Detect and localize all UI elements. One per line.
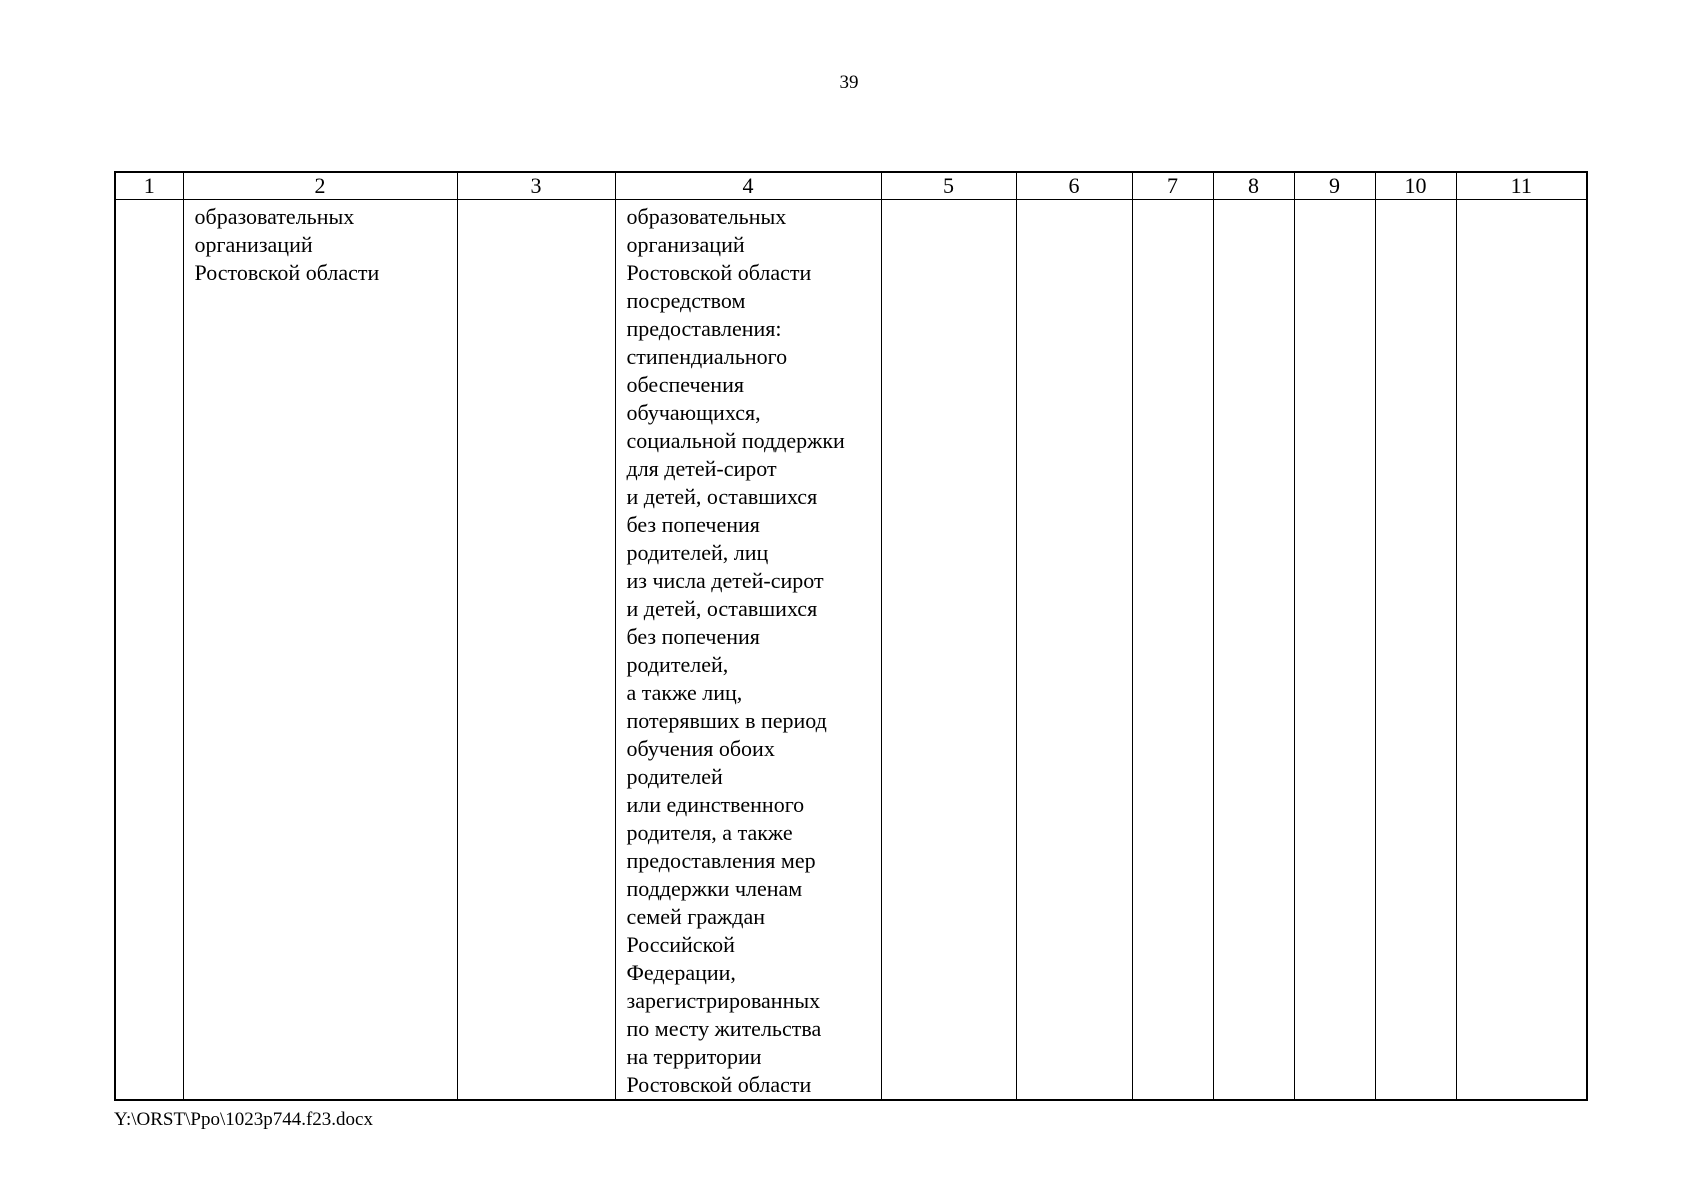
- table-cell-col8: [1213, 200, 1294, 1101]
- table-cell-col9: [1294, 200, 1375, 1101]
- table-cell-col5: [881, 200, 1016, 1101]
- data-table: [114, 171, 1588, 1101]
- file-path-footer: Y:\ORST\Ppo\1023p744.f23.docx: [114, 1109, 373, 1130]
- table-cell-col3: [457, 200, 615, 1101]
- table-cell-col2: [183, 200, 457, 1101]
- cell-text-col9: [1295, 200, 1375, 203]
- column-header-5: 5: [881, 172, 1016, 200]
- cell-text-col7: [1133, 200, 1213, 203]
- table-cell-col1: [115, 200, 183, 1101]
- table-cell-col11: [1456, 200, 1587, 1101]
- column-header-9: 9: [1294, 172, 1375, 200]
- page-number: 39: [839, 72, 859, 93]
- cell-text-col8: [1214, 200, 1294, 203]
- table-cell-col7: [1132, 200, 1213, 1101]
- column-header-8: 8: [1213, 172, 1294, 200]
- column-header-3: 3: [457, 172, 615, 200]
- cell-text-col5: [882, 200, 1016, 203]
- column-header-1: 1: [115, 172, 183, 200]
- table-header-row: [115, 172, 1587, 200]
- cell-text-col6: [1017, 200, 1132, 203]
- table-cell-col6: [1016, 200, 1132, 1101]
- cell-text-col1: [116, 200, 183, 203]
- table-cell-col4: [615, 200, 881, 1101]
- cell-text-col10: [1376, 200, 1456, 203]
- cell-text-col11: [1457, 200, 1587, 203]
- cell-text-col2: образовательных организаций Ростовской области: [194, 204, 380, 285]
- column-header-7: 7: [1132, 172, 1213, 200]
- column-header-2: 2: [183, 172, 457, 200]
- column-header-10: 10: [1375, 172, 1456, 200]
- table-row: [115, 200, 1587, 1101]
- cell-text-col3: [458, 200, 615, 203]
- column-header-4: 4: [615, 172, 881, 200]
- cell-text-col4: образовательных организаций Ростовской области посредством предоставления: стипендиального обеспечения обучающихся, социальной поддержки для детей-сирот и детей, оставшихся без попечения родителей, лиц из числа детей-сирот и детей, оставшихся без попечения родителей, а также лиц, потерявших в период обучения обоих родителей или единственного родителя, а также предоставления мер поддержки членам семей граждан Российской Федерации, зарегистрированных по месту жительства на территории Ростовской области: [626, 204, 845, 1097]
- column-header-11: 11: [1456, 172, 1587, 200]
- column-header-6: 6: [1016, 172, 1132, 200]
- table-cell-col10: [1375, 200, 1456, 1101]
